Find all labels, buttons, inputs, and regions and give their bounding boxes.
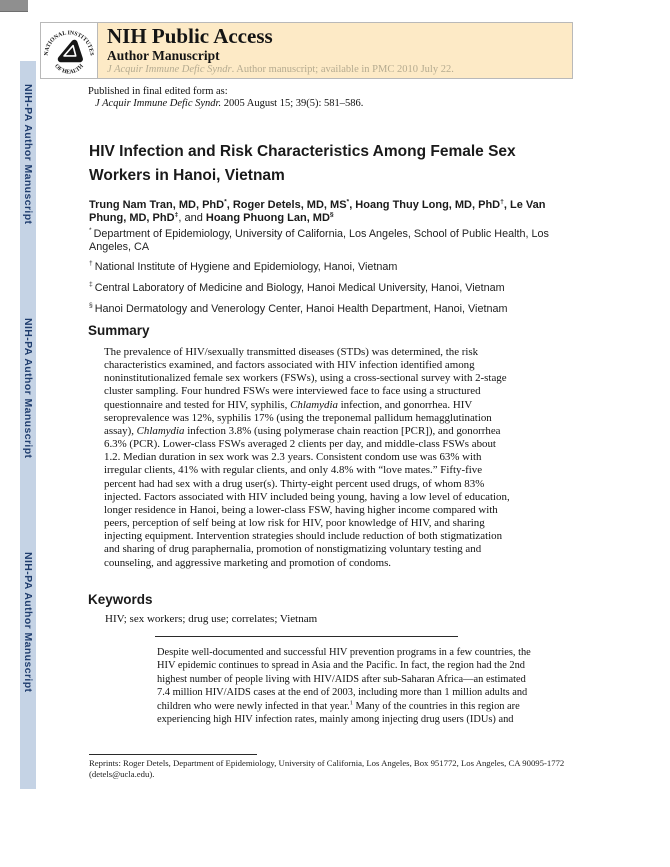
header-subtitle: Author Manuscript [107, 48, 220, 63]
affiliation-text: Hanoi Dermatology and Venerology Center, Hanoi Health Department, Hanoi, Vietnam [94, 303, 508, 315]
affiliation-row [89, 303, 581, 316]
sidebar-watermark-label: NIH-PA Author Manuscript [22, 84, 34, 225]
sidebar-watermark-label: NIH-PA Author Manuscript [22, 552, 34, 693]
logo-text-bottom: OF HEALTH [53, 62, 85, 76]
viewer-corner-artifact [0, 0, 28, 12]
affiliation-row [89, 261, 581, 274]
body-paragraph: Despite well-documented and successful HIV prevention programs in a few countries, the HIV epidemic continues to spread in Asia and the Pacific. In fact, the region had the 2nd highest number of people living with HIV/AIDS after sub-Saharan Africa—an estimated 7.4 million HIV/AIDS cases at the end of 2003, including more than 1 million adults and children who were newly infected in that year.$^1$ Many of the countries in this region are experiencing high HIV infection rates, mainly among injecting drug users (IDUs) and [157, 647, 531, 726]
reprints-footnote: Reprints: Roger Detels, Department of Epidemiology, University of California, Los Angeles, Box 951772, Los Angeles, CA 90095-1772 (detels@ucla.edu). [89, 758, 565, 779]
published-intro: Published in final edited form as: [88, 86, 228, 97]
footnote-divider [89, 754, 257, 755]
summary-heading: Summary [88, 323, 150, 338]
header-title: NIH Public Access [107, 24, 273, 48]
article-title-line: HIV Infection and Risk Characteristics Among Female Sex [89, 143, 516, 160]
logo-text-top: NATIONAL INSTITUTES [43, 29, 95, 56]
article-title [89, 140, 559, 187]
sidebar-watermark-label: NIH-PA Author Manuscript [22, 318, 34, 459]
affiliation-row [89, 282, 581, 295]
published-citation-journal: J Acquir Immune Defic Syndr. [95, 98, 222, 109]
affiliation-text: Central Laboratory of Medicine and Biology, Hanoi Medical University, Hanoi, Vietnam [94, 282, 505, 294]
affiliation-marker: ‡ [89, 281, 93, 289]
header-citation-journal: J Acquir Immune Defic Syndr [107, 64, 232, 75]
nih-logo-box [40, 22, 98, 79]
summary-paragraph: The prevalence of HIV/sexually transmitted diseases (STDs) was determined, the risk characteristics examined, and factors associated with HIV infection identified among noninstitutionalized female sex workers (FSWs), using a cross-sectional survey with 2-stage cluster sampling. Four hundred FSWs were interviewed face to face using a structured questionnaire and tested for HIV, syphilis, Chlamydia infection, and gonorrhea. HIV seroprevalence was 12%, syphilis 17% (using the treponemal pallidum hemagglutination assay), Chlamydia infection 3.8% (using polymerase chain reaction [PCR]), and gonorrhea 6.3% (PCR). Lower-class FSWs averaged 2 clients per day, and middle-class FSWs about 1.2. Median duration in sex work was 2.3 years. Consistent condom use was 63% with irregular clients, 41% with regular clients, and only 4.8% with “love mates.” Fifty-five percent had had sex with a drug user(s). Thirty-eight percent used drugs, of whom 83% injected. Factors associated with HIV included being young, having a low level of education, longer residence in Hanoi, being a lower-class FSW, having higher income compared with peers, perception of self being at low risk for HIV, poor knowledge of HIV, and sharing injecting equipment. Intervention strategies should include reduction of both stigmatization and sharing of drug paraphernalia, promotion of nonstigmatizing voluntary testing and counseling, and aggressive marketing and promotion of condoms. [104, 346, 510, 569]
published-citation [95, 98, 363, 109]
affiliation-marker: * [89, 227, 92, 235]
keywords-heading: Keywords [88, 592, 153, 607]
header-citation-rest: . Author manuscript; available in PMC 2010 July 22. [231, 64, 454, 75]
affiliation-marker: † [89, 260, 93, 268]
affiliation-row [89, 228, 581, 253]
author-list: Trung Nam Tran, MD, PhD*, Roger Detels, MD, MS*, Hoang Thuy Long, MD, PhD†, Le Van Phung, MD, PhD‡, and Hoang Phuong Lan, MD§ [89, 198, 546, 224]
keywords-text: HIV; sex workers; drug use; correlates; Vietnam [105, 613, 318, 625]
affiliation-text: National Institute of Hygiene and Epidemiology, Hanoi, Vietnam [94, 261, 398, 273]
section-divider [155, 636, 458, 637]
article-title-line: Workers in Hanoi, Vietnam [89, 166, 285, 184]
nih-logo-icon [42, 24, 96, 78]
header-citation [107, 64, 454, 75]
svg-text:OF HEALTH [53, 62, 85, 75]
affiliation-marker: § [89, 302, 93, 310]
affiliation-text: Department of Epidemiology, University of California, Los Angeles, School of Public Health, Los Angeles, CA [89, 228, 549, 253]
published-citation-details: 2005 August 15; 39(5): 581–586. [221, 98, 364, 109]
